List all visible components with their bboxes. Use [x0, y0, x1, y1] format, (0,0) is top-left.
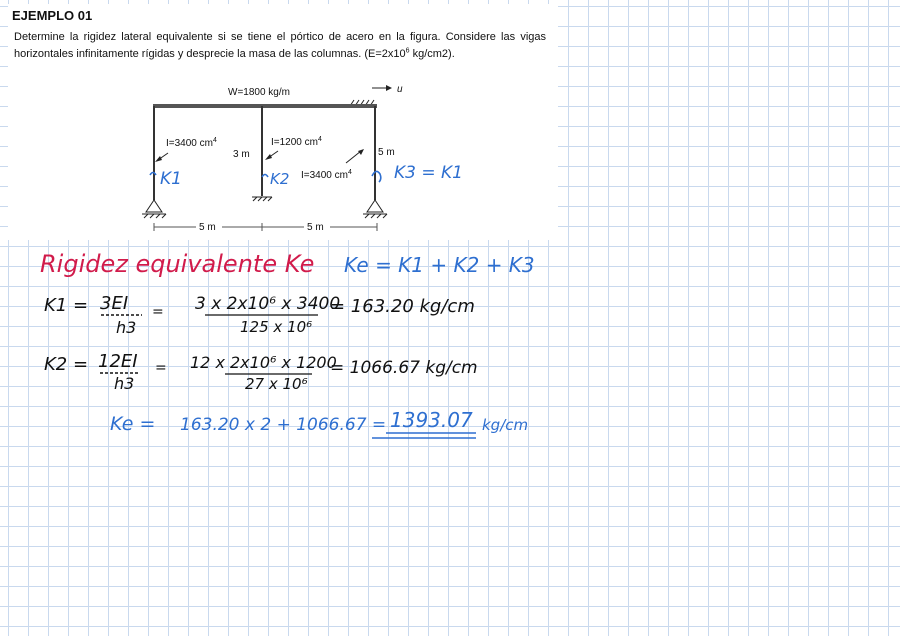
eq-2: =: [155, 360, 167, 376]
ke-lhs: Ke =: [110, 413, 156, 435]
ke-sum: Ke = K1 + K2 + K3: [344, 253, 535, 277]
height-right: 5 m: [378, 147, 395, 158]
k2-formula-num: 12EI: [98, 351, 138, 372]
ke-unit: kg/cm: [482, 416, 529, 434]
example-title: EJEMPLO 01: [12, 8, 93, 23]
col2-inertia: I=1200 $cm^4$: [271, 136, 322, 148]
problem-line-1: Determine la rigidez lateral equivalente si se tiene el pórtico de acero en la figura. Considere las: [14, 31, 516, 43]
load-label: W=1800 kg/m: [228, 87, 290, 98]
pin-support-left: [142, 200, 166, 218]
k2-formula-den: h3: [114, 374, 135, 393]
span-right: 5 m: [307, 222, 324, 233]
rigidez-heading: Rigidez equivalente Ke: [40, 250, 315, 278]
fixed-support-middle: [252, 197, 272, 201]
k1-lhs: K1 =: [44, 295, 89, 316]
k2-sub-den: 27 x 10⁶: [245, 375, 308, 393]
k2-lhs: K2 =: [44, 354, 89, 375]
displacement-label: u: [397, 84, 403, 95]
col1-inertia: I=3400 $cm^4$: [166, 137, 217, 149]
height-middle: 3 m: [233, 149, 250, 160]
k3-note: K3 = K1: [394, 163, 463, 183]
k1-sub-num: 3 x 2x10⁶ x 3400: [195, 294, 341, 314]
col3-inertia: I=3400 $cm^4$: [301, 169, 352, 181]
k2-note: K2: [270, 170, 290, 188]
eq-1: =: [152, 304, 164, 320]
ke-expression: 163.20 x 2 + 1066.67 =: [180, 415, 387, 435]
k1-note: K1: [160, 169, 182, 189]
k1-result: = 163.20 kg/cm: [330, 296, 475, 317]
rigid-beam: [153, 104, 377, 108]
span-left: 5 m: [199, 222, 216, 233]
k1-formula-num: 3EI: [100, 293, 129, 314]
pin-support-right: [363, 200, 387, 218]
k1-formula-den: h3: [116, 318, 137, 337]
k1-sub-den: 125 x 10⁶: [240, 318, 313, 336]
k2-sub-num: 12 x 2x10⁶ x 1200: [190, 353, 337, 372]
problem-line-2: vigas horizontales infinitamente rígidas y desprecie la masa de las columnas. ($E=2x10^6$ kg/cm2).: [14, 31, 546, 60]
k2-result: = 1066.67 kg/cm: [330, 358, 478, 378]
ke-result: 1393.07: [390, 408, 473, 432]
